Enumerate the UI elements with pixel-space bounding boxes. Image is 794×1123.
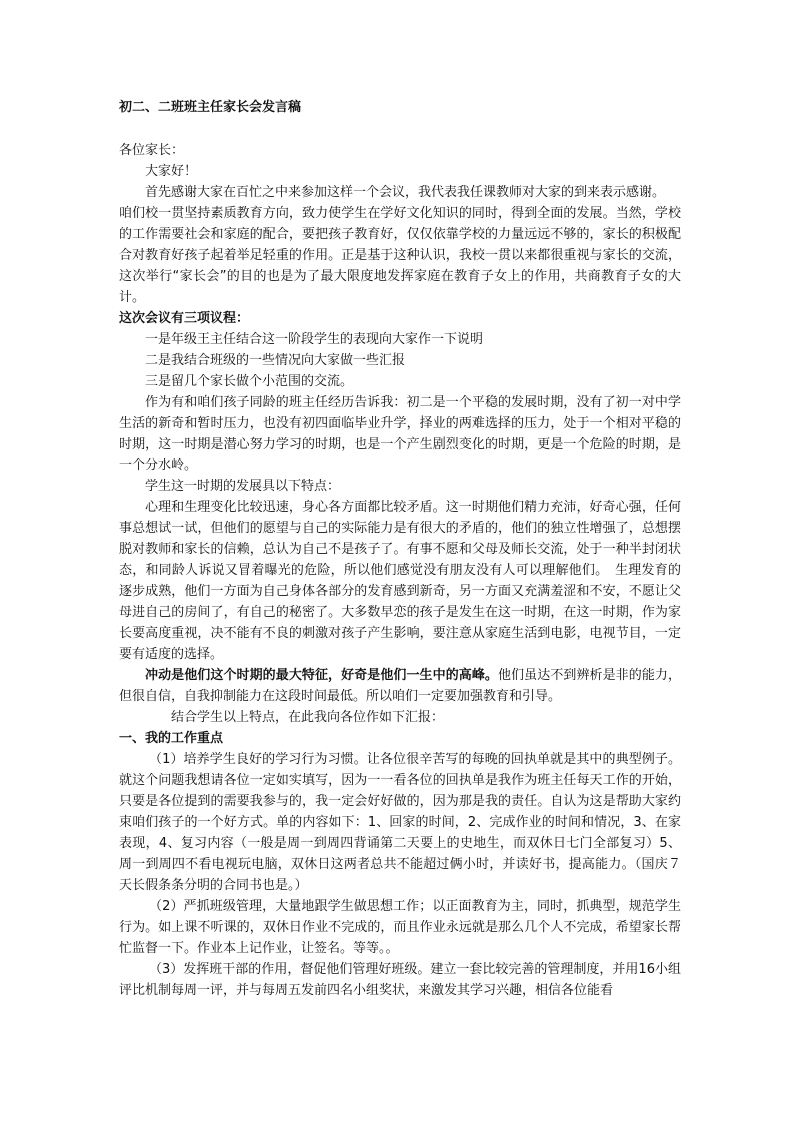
agenda-item: 三是留几个家长做个小范围的交流。 [145,374,354,389]
impulse-bold-text: 冲动是他们这个时期的最大特征，好奇是他们一生中的高峰。 [145,668,499,683]
work-item: （1）培养学生良好的学习行为习惯。让各位很辛苦写的每晚的回执单就是其中的典型例子。就这个问题我想请各位一定如实填写，因为一一看各位的回执单是我作为班主任每天工作的开始，只要是各位提到的需要我参与的，我一定会好好做的，因为那是我的责任。自认为这是帮助大家约束咱们孩子的一个好方式。单的内容如下：1、回家的时间，2、完成作业的时间和情况，3、在家表现，4、复习内容（一般是周一到周四背诵第二天要上的史地生，而双休日七门全部复习）5、周一到周四不看电视玩电脑，双休日这两者总共不能超过俩小时，并读好书，提高能力。（国庆７天长假条条分明的合同书也是。） [119,752,681,893]
document-title: 初二、二班班主任家长会发言稿 [119,100,302,115]
work-item: （2）严抓班级管理，大量地跟学生做思想工作；以正面教育为主，同时，抓典型，规范学生行为。如上课不听课的，双休日作业不完成的，而且作业永远就是那么几个人不完成，希望家长帮忙监督一下。作业本上记作业，让签名。等等。。 [119,899,681,956]
impulse-paragraph [119,665,681,707]
psychology-paragraph: 心理和生理变化比较迅速，身心各方面都比较矛盾。这一时期他们精力充沛，好奇心强，任何事总想试一试，但他们的愿望与自己的实际能力是有很大的矛盾的，他们的独立性增强了，总想摆脱对教师和家长的信赖，总认为自己不是孩子了。有事不愿和父母及师长交流，处于一种半封闭状态，和同龄人诉说又冒着曝光的危险，所以他们感觉没有朋友没有人可以理解他们。 生理发育的逐步成熟，他们一方面为自己身体各部分的发育感到新奇，另一方面又充满羞涩和不安，不愿让父母进自己的房间了，有自己的秘密了。大多数早恋的孩子是发生在这一时期，在这一时期，作为家长要高度重视，决不能有不良的刺激对孩子产生影响，要注意从家庭生活到电影，电视节目，一定要有适度的选择。 [119,500,681,662]
salutation [119,140,681,161]
work-item: （3）发挥班干部的作用，督促他们管理好班级。建立一套比较完善的管理制度，并用16小组评比机制每周一评，并与每周五发前四名小组奖状，来激发其学习兴趣，相信各位能看 [119,962,681,998]
thanks-paragraph: 首先感谢大家在百忙之中来参加这样一个会议，我代表我任课教师对大家的到来表示感谢。 [145,185,666,200]
features-intro: 学生这一时期的发展具以下特点： [145,479,341,494]
impulse-rest-text: 他们虽达不到辨析是非的能力，但很自信，自我抑制能力在这段时间最低。所以咱们一定要加强教育和引导。 [119,668,681,704]
greeting-text: 大家好！ [145,164,198,179]
teacher-experience-paragraph: 作为有和咱们孩子同龄的班主任经历告诉我：初二是一个平稳的发展时期，没有了初一对中学生活的新奇和暂时压力，也没有初四面临毕业升学，择业的两难选择的压力，处于一个相对平稳的时期，这一时期是潜心努力学习的时期，也是一个产生剧烈变化的时期，更是一个危险的时期，是一个分水岭。 [119,395,681,473]
section-heading: 一、我的工作重点 [119,731,224,746]
agenda-heading: 这次会议有三项议程： [119,311,250,326]
report-intro: 结合学生以上特点，在此我向各位作如下汇报： [171,710,445,725]
intro-paragraph: 咱们校一贯坚持素质教育方向，致力使学生在学好文化知识的同时，得到全面的发展。当然，学校的工作需要社会和家庭的配合，要把孩子教育好，仅仅依靠学校的力量远远不够的，家长的积极配合对教育好孩子起着举足轻重的作用。正是基于这种认识，我校一贯以来都很重视与家长的交流，这次举行“家长会”的目的也是为了最大限度地发挥家庭在教育子女上的作用，共商教育子女的大计。 [119,206,681,305]
agenda-item: 二是我结合班级的一些情况向大家做一些汇报 [145,353,406,368]
salutation-text: 各位家长： [119,143,185,158]
agenda-item: 一是年级王主任结合这一阶段学生的表现向大家作一下说明 [145,332,484,347]
greeting-block [119,161,681,1001]
